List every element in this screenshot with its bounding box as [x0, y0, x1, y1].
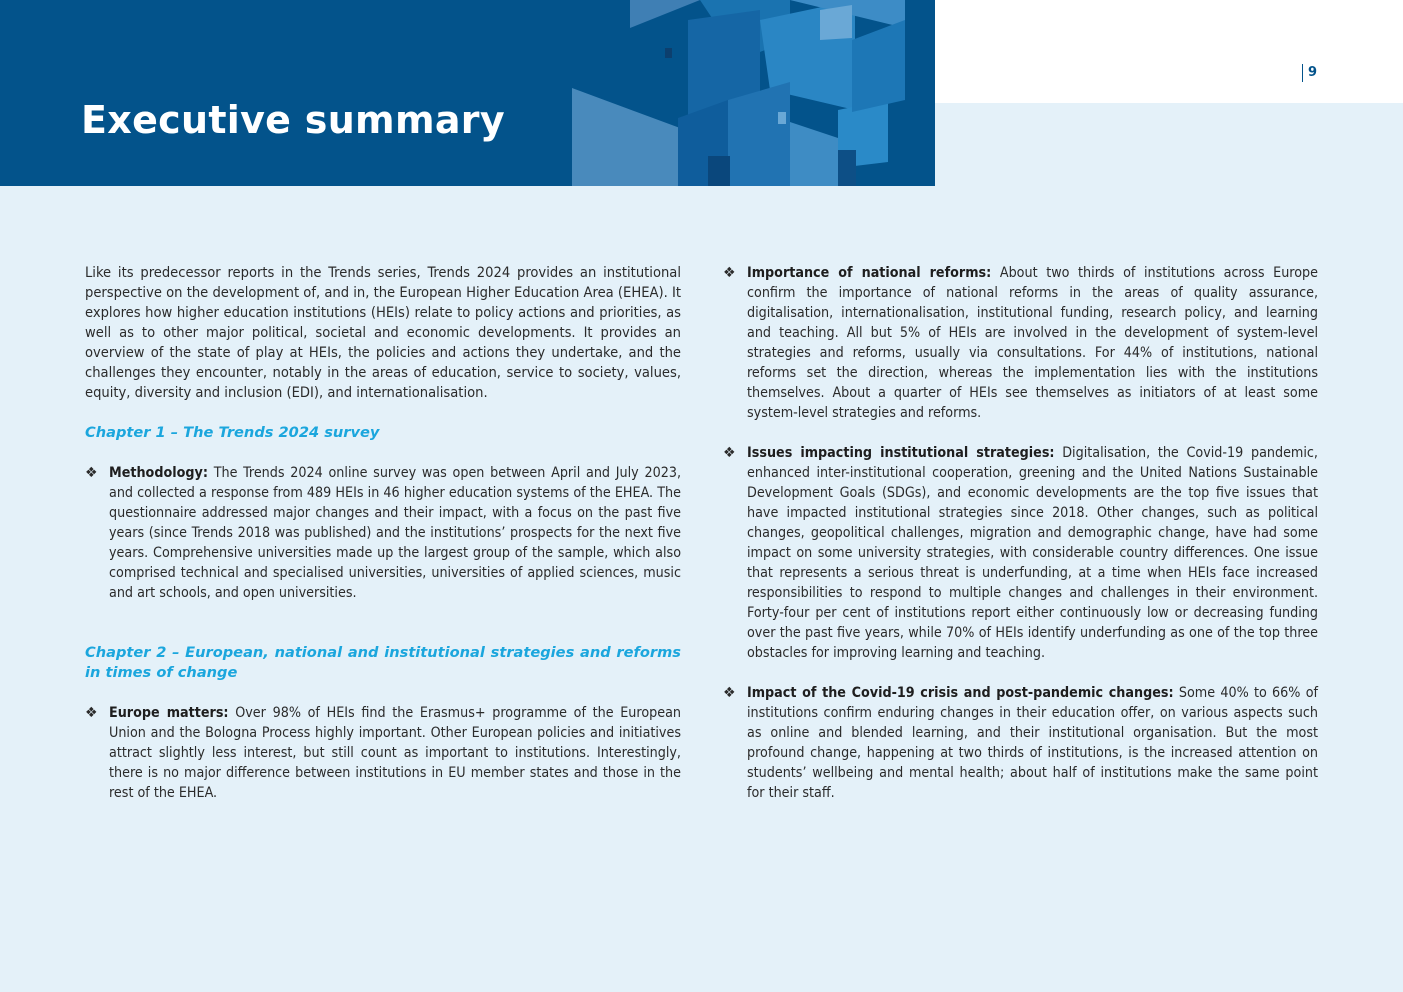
chapter-1-heading: Chapter 1 – The Trends 2024 survey	[85, 424, 380, 441]
diamond-bullet-icon: ❖	[723, 265, 736, 281]
bullet-text	[747, 683, 1318, 803]
diamond-bullet-icon: ❖	[85, 705, 98, 721]
header-white-area	[935, 0, 1403, 103]
bullet-text	[109, 463, 681, 603]
bullet-covid	[723, 683, 1318, 803]
bullet-body: Some 40% to 66% of institutions confirm enduring changes in their education offer, on various aspects such as online and blended learning, and their institutional organisation. But the most profound change, happening at two thirds of institutions, is the increased attention on students’ wellbeing and mental health; about half of institutions make the same point for their staff.	[747, 685, 1318, 801]
bullet-text	[747, 443, 1318, 663]
bullet-lead: Issues impacting institutional strategies:	[747, 445, 1055, 461]
bullet-national-reforms	[723, 263, 1318, 423]
bullet-methodology	[85, 463, 681, 603]
bullet-europe-matters	[85, 703, 681, 803]
intro-paragraph: Like its predecessor reports in the Trends series, Trends 2024 provides an institutional perspective on the development of, and in, the European Higher Education Area (EHEA). It explores how higher education institutions (HEIs) relate to policy actions and priorities, as well as to other major political, societal and economic developments. It provides an overview of the state of play at HEIs, the policies and actions they undertake, and the challenges they encounter, notably in the areas of education, service to society, values, equity, diversity and inclusion (EDI), and internationalisation.	[85, 264, 681, 401]
bullet-body: Over 98% of HEIs find the Erasmus+ programme of the European Union and the Bologna Process highly important. Other European policies and initiatives attract slightly less interest, but still count as important to institutions. Interestingly, there is no major difference between institutions in EU member states and those in the rest of the EHEA.	[109, 705, 682, 801]
diamond-bullet-icon: ❖	[723, 685, 736, 701]
diamond-bullet-icon: ❖	[723, 445, 736, 461]
diamond-bullet-icon: ❖	[85, 465, 98, 481]
bullet-issues	[723, 443, 1318, 663]
bullet-lead: Importance of national reforms:	[747, 265, 992, 281]
bullet-text	[109, 703, 681, 803]
bullet-lead: Impact of the Covid-19 crisis and post-pandemic changes:	[747, 685, 1174, 701]
bullet-body: The Trends 2024 online survey was open between April and July 2023, and collected a response from 489 HEIs in 46 higher education systems of the EHEA. The questionnaire addressed major changes and their impact, with a focus on the past five years (since Trends 2018 was published) and the institutions’ prospects for the next five years. Comprehensive universities made up the largest group of the sample, which also comprised technical and specialised universities, universities of applied sciences, music and art schools, and open universities.	[109, 465, 681, 601]
header-band	[0, 0, 935, 186]
geometric-decoration	[0, 0, 935, 186]
left-column	[85, 263, 681, 803]
chapter-2-heading: Chapter 2 – European, national and institutional strategies and reforms in times of change	[85, 644, 681, 681]
bullet-body: Digitalisation, the Covid-19 pandemic, enhanced inter-institutional cooperation, greening and the United Nations Sustainable Development Goals (SDGs), and economic developments are the top five issues that have impacted institutional strategies since 2018. Other changes, such as political changes, geopolitical challenges, migration and demographic change, have had some impact on some university strategies, with considerable country differences. One issue that represents a serious threat is underfunding, at a time when HEIs face increased responsibilities to respond to multiple changes and challenges in their environment. Forty-four per cent of institutions report either continuously low or decreasing funding over the past five years, while 70% of HEIs identify underfunding as one of the top three obstacles for improving learning and teaching.	[747, 445, 1318, 661]
right-column	[723, 263, 1318, 803]
bullet-body: About two thirds of institutions across Europe confirm the importance of national reforms in the areas of quality assurance, digitalisation, internationalisation, institutional funding, research policy, and learning and teaching. All but 5% of HEIs are involved in the development of system-level strategies and reforms, usually via consultations. For 44% of institutions, national reforms set the direction, whereas the implementation lies with the institutions themselves. About a quarter of HEIs see themselves as initiators of at least some system-level strategies and reforms.	[747, 265, 1318, 421]
bullet-lead: Europe matters:	[109, 705, 229, 721]
bullet-lead: Methodology:	[109, 465, 208, 481]
page-title: Executive summary	[81, 98, 505, 142]
page-number: 9	[1302, 64, 1317, 82]
bullet-text	[747, 263, 1318, 423]
